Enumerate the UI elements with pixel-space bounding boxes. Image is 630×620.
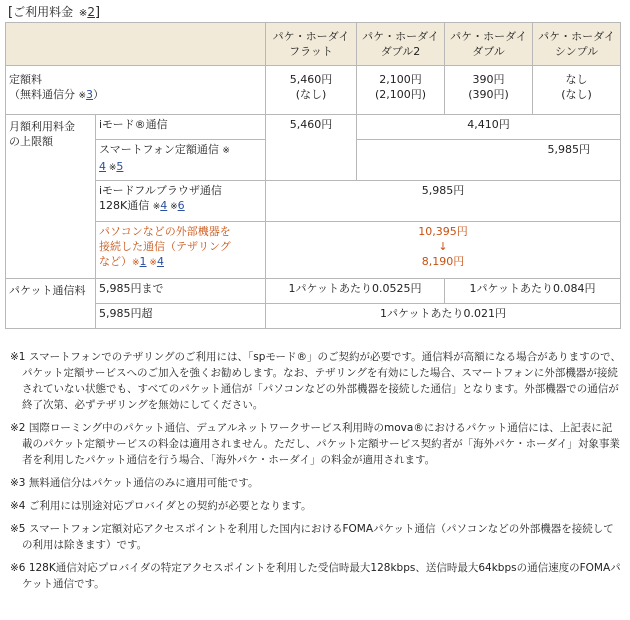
fixed-fee-double: 390円 (390円) <box>445 66 533 115</box>
footnotes <box>10 349 622 599</box>
tethering-value-from: 10,395円 <box>418 225 468 238</box>
title-note-mark: ※ <box>78 8 88 19</box>
packet-rate-2: 1パケットあたり0.021円 <box>266 304 621 329</box>
fixed-fee-label: 定額料 （無料通信分 ※3） <box>6 66 266 115</box>
fixed-fee-simple: なし (なし) <box>533 66 621 115</box>
note-link-5[interactable]: 5 <box>116 160 124 173</box>
footnote-1: ※1 スマートフォンでのテザリングのご利用には、「spモード®」のご契約が必要です。通信料が高額になる場合がありますので、パケット定額サービスへのご加入を強くお勧めします。なお、テザリングを有効にした場合、スマートフォンに外部機器が接続されていない状態でも、すべてのパケット通信が「パソコンなどの外部機器を接続した通信」となります。外部機器での通信が終了次第、必ずテザリングを無効にしてください。 <box>10 351 621 411</box>
header-plan-flat: パケ・ホーダイ フラット <box>266 23 357 66</box>
packet-row-1 <box>6 279 621 304</box>
cap-smartphone-value: 5,985円 <box>357 140 621 181</box>
packet-rate-1b: 1パケットあたり0.084円 <box>445 279 621 304</box>
footnote-3: ※3 無料通信分はパケット通信のみに適用可能です。 <box>10 477 259 489</box>
fixed-fee-double2: 2,100円 (2,100円) <box>357 66 445 115</box>
note-link-4[interactable]: 4 <box>99 160 106 173</box>
packet-label: パケット通信料 <box>6 279 96 329</box>
packet-range-1: 5,985円まで <box>96 279 266 304</box>
cap-imode-row <box>6 115 621 140</box>
fee-table <box>5 22 621 329</box>
packet-row-2 <box>6 304 621 329</box>
footnote-2: ※2 国際ローミング中のパケット通信、デュアルネットワークサービス利用時のmova®におけるパケット通信には、上記表に記載のパケット定額サービスの料金は適用されません。ただし、パケット定額サービス契約者が「海外パケ・ホーダイ」対象事業者を利用したパケット通信を行う場合、「海外パケ・ホーダイ」の料金が適用されます。 <box>10 422 620 466</box>
table-header-row <box>6 23 621 66</box>
tethering-value-to: 8,190円 <box>421 255 465 268</box>
section-title <box>8 3 100 20</box>
title-bracket: [ <box>8 5 14 20</box>
title-bracket-close: ] <box>94 5 101 20</box>
header-plan-double: パケ・ホーダイ ダブル <box>445 23 533 66</box>
cap-imode-others: 4,410円 <box>357 115 621 140</box>
footnote-4: ※4 ご利用には別途対応プロバイダとの契約が必要となります。 <box>10 500 312 512</box>
cap-fullbrowser-label: iモードフルブラウザ通信 128K通信 ※4 ※6 <box>96 181 266 222</box>
cap-fullbrowser-value: 5,985円 <box>266 181 621 222</box>
cap-fullbrowser-row <box>6 181 621 222</box>
title-note-link[interactable]: 2 <box>87 5 95 19</box>
cap-imode-label: iモード®通信 <box>96 115 266 140</box>
down-arrow-icon: ↓ <box>438 240 448 253</box>
fixed-fee-flat: 5,460円 (なし) <box>266 66 357 115</box>
fixed-fee-row <box>6 66 621 115</box>
note-link-4c[interactable]: 4 <box>156 255 164 268</box>
header-plan-simple: パケ・ホーダイ シンプル <box>533 23 621 66</box>
cap-tethering-row <box>6 222 621 279</box>
header-plan-double2: パケ・ホーダイ ダブル2 <box>357 23 445 66</box>
cap-smartphone-label: スマートフォン定額通信 ※ 4 ※5 <box>96 140 266 181</box>
note-link-3[interactable]: 3 <box>86 88 94 101</box>
cap-label: 月額利用料金 の上限額 <box>6 115 96 279</box>
cap-tethering-value <box>266 222 621 279</box>
note-link-6[interactable]: 6 <box>177 199 185 212</box>
note-link-4b[interactable]: 4 <box>160 199 168 212</box>
cap-tethering-label: パソコンなどの外部機器を 接続した通信（テザリング など）※1 ※4 <box>96 222 266 279</box>
packet-range-2: 5,985円超 <box>96 304 266 329</box>
packet-rate-1a: 1パケットあたり0.0525円 <box>266 279 445 304</box>
note-link-1[interactable]: 1 <box>139 255 147 268</box>
footnote-6: ※6 128K通信対応プロバイダの特定アクセスポイントを利用した受信時最大128kbps、送信時最大64kbpsの通信速度のFOMAパケット通信です。 <box>10 562 621 590</box>
cap-imode-flat: 5,460円 <box>266 115 357 181</box>
footnote-5: ※5 スマートフォン定額対応アクセスポイントを利用した国内におけるFOMAパケット通信（パソコンなどの外部機器を接続しての利用は除きます）です。 <box>10 523 614 551</box>
header-empty-cell <box>6 23 266 66</box>
title-text: ご利用料金 <box>13 5 74 19</box>
